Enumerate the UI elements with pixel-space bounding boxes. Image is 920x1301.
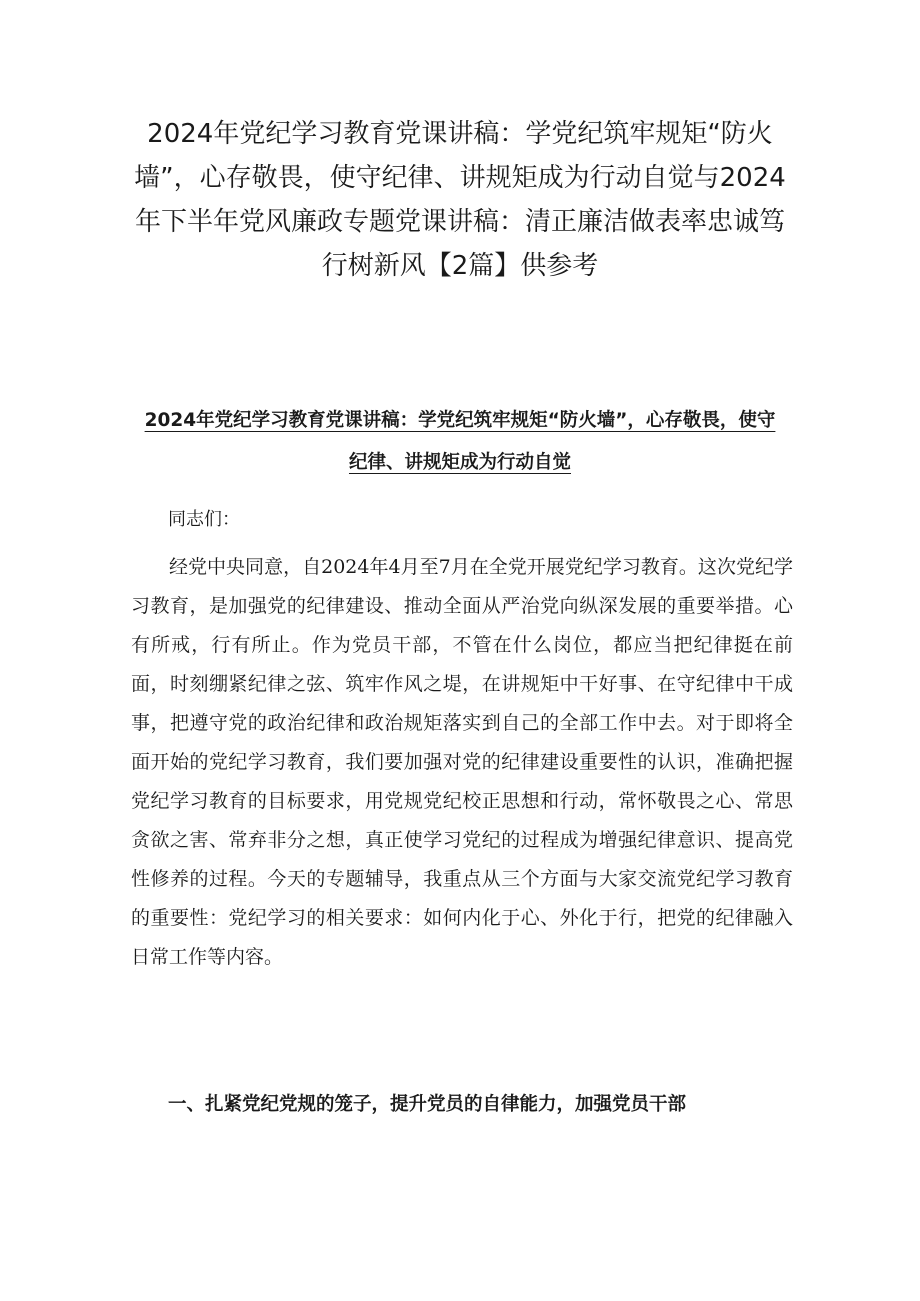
document-main-title: 2024年党纪学习教育党课讲稿：学党纪筑牢规矩“防火墙”，心存敬畏，使守纪律、讲规矩成为行动自觉与2024年下半年党风廉政专题党课讲稿：清正廉洁做表率忠诚笃行树新风【2篇】供参考 [134,119,786,281]
speech-title: 2024年党纪学习教育党课讲稿：学党纪筑牢规矩“防火墙”，心存敬畏，使守纪律、讲规矩成为行动自觉 [144,410,776,473]
section-heading-1: 一、扎紧党纪党规的笼子，提升党员的自律能力，加强党员干部 [168,1094,687,1115]
opening-paragraph: 经党中央同意，自2024年4月至7月在全党开展党纪学习教育。这次党纪学习教育，是加强党的纪律建设、推动全面从严治党向纵深发展的重要举措。心有所戒，行有所止。作为党员干部，不管在什么岗位，都应当把纪律挺在前面，时刻绷紧纪律之弦、筑牢作风之堤，在讲规矩中干好事、在守纪律中干成事，把遵守党的政治纪律和政治规矩落实到自己的全部工作中去。对于即将全面开始的党纪学习教育，我们要加强对党的纪律建设重要性的认识，准确把握党纪学习教育的目标要求，用党规党纪校正思想和行动，常怀敬畏之心、常思贪欲之害、常弃非分之想，真正使学习党纪的过程成为增强纪律意识、提高党性修养的过程。今天的专题辅导，我重点从三个方面与大家交流党纪学习教育的重要性：党纪学习的相关要求：如何内化于心、外化于行，把党的纪律融入日常工作等内容。 [131,556,793,968]
salutation: 同志们： [168,509,240,530]
